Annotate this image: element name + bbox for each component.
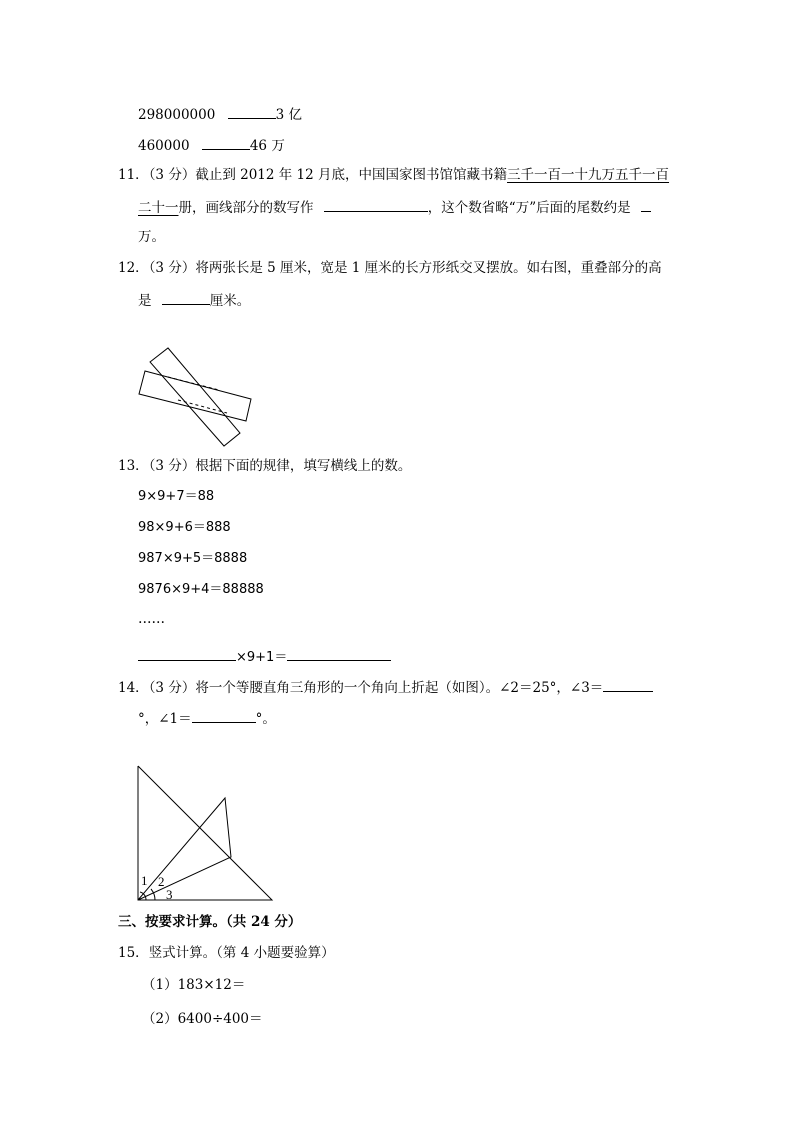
q10-row1-left: 298000000 bbox=[138, 107, 216, 123]
angle-label-2: 2 bbox=[158, 874, 165, 889]
angle-label-1: 1 bbox=[141, 873, 148, 888]
question-number: 14． bbox=[118, 680, 149, 696]
question-score: （3 分） bbox=[148, 167, 196, 183]
q10-row1-right: 3 亿 bbox=[275, 107, 302, 123]
question-number: 15． bbox=[118, 945, 149, 961]
question-number: 13． bbox=[118, 458, 149, 474]
equation: 9×9+7＝88 bbox=[138, 489, 215, 504]
question-score: （3 分） bbox=[148, 260, 196, 276]
angle-arc bbox=[151, 889, 155, 900]
q11-underlined-number-b: 二十一 bbox=[138, 200, 179, 216]
q14-deg: °，∠1＝ bbox=[138, 711, 192, 727]
equation: 987×9+5＝8888 bbox=[138, 551, 248, 566]
ellipsis: …… bbox=[138, 611, 165, 627]
q11-text-c: ，这个数省略“万”后面的尾数约是 bbox=[427, 200, 631, 216]
q10-row2-left: 460000 bbox=[138, 138, 190, 154]
q11-text-a: 截止到 2012 年 12 月底，中国国家图书馆馆藏书籍 bbox=[195, 167, 508, 183]
q11-text-d: 万。 bbox=[138, 229, 165, 245]
calc-item: （1）183×12＝ bbox=[142, 977, 246, 993]
q10-row2-right: 46 万 bbox=[249, 138, 285, 154]
q12-text-c: 厘米。 bbox=[209, 293, 251, 309]
q15-line1 bbox=[118, 944, 335, 962]
q15-text: 竖式计算。（第 4 小题要验算） bbox=[148, 945, 335, 961]
q14-deg-end: °。 bbox=[255, 711, 276, 727]
question-number: 11． bbox=[118, 167, 149, 183]
angle-label-3: 3 bbox=[166, 887, 173, 902]
q11-underlined-number-a: 三千一百一十九万五千一百 bbox=[507, 167, 670, 183]
question-number: 12． bbox=[118, 260, 149, 276]
q13-tail: ×9+1＝ bbox=[236, 650, 288, 665]
equation: 9876×9+4＝88888 bbox=[138, 582, 264, 597]
q12-text-a: 将两张长是 5 厘米，宽是 1 厘米的长方形纸交叉摆放。如右图，重叠部分的高 bbox=[195, 260, 662, 276]
calc-item: （2）6400÷400＝ bbox=[142, 1011, 263, 1027]
q11-text-b: 册，画线部分的数写作 bbox=[178, 200, 314, 216]
question-score: （3 分） bbox=[148, 458, 196, 474]
section-heading: 三、按要求计算。（共 24 分） bbox=[118, 914, 302, 930]
q13-text: 根据下面的规律，填写横线上的数。 bbox=[195, 458, 412, 474]
question-score: （3 分） bbox=[148, 680, 196, 696]
equation: 98×9+6＝888 bbox=[138, 520, 231, 535]
q14-text-a: 将一个等腰直角三角形的一个角向上折起（如图）。∠2＝25°，∠3＝ bbox=[195, 680, 604, 696]
folded-flap bbox=[138, 798, 231, 900]
q12-text-b: 是 bbox=[138, 293, 152, 309]
